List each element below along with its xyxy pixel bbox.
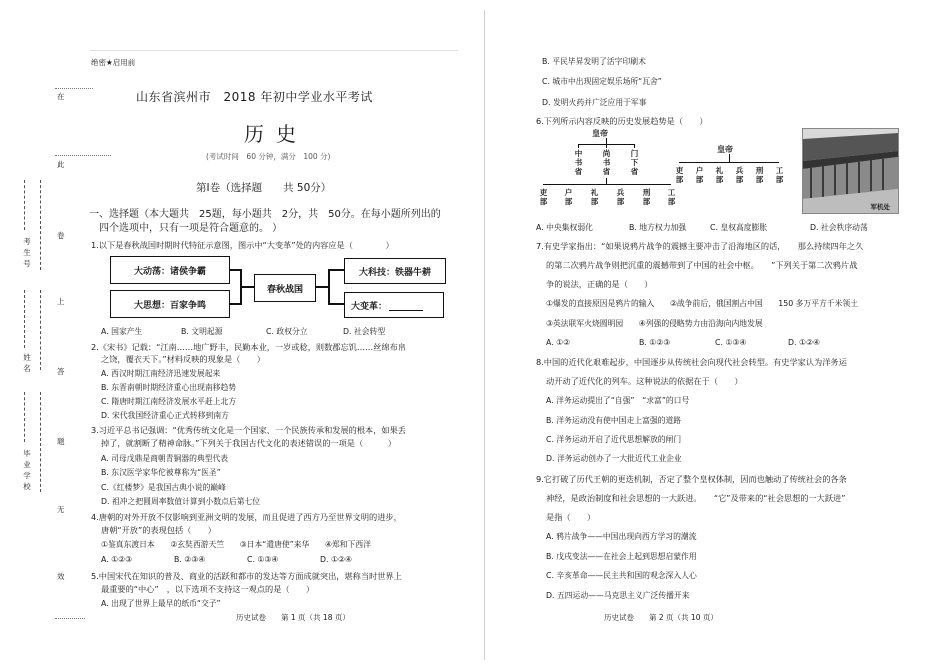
q6-option-d[interactable]: D. 社会秩序动荡 bbox=[810, 223, 868, 232]
margin-word: 无 bbox=[57, 505, 65, 514]
q7-option-d[interactable]: D. ①②④ bbox=[788, 338, 820, 347]
junjichu-photo bbox=[802, 128, 899, 214]
q7-option-b[interactable]: B. ①②③ bbox=[639, 338, 671, 347]
section-instruction: 四个选项中，只有一项是符合题意的。 ） bbox=[99, 223, 283, 234]
q7-option-c[interactable]: C. ①③④ bbox=[715, 338, 747, 347]
q8-option-d[interactable]: D. 洋务运动创办了一大批近代工业企业 bbox=[546, 454, 682, 463]
q5-option-b[interactable]: B. 平民毕昇发明了活字印刷术 bbox=[542, 57, 646, 66]
question-9-stem: 9.它打破了历代王朝的更迭机制，否定了整个皇权体制，因而也触动了传统社会的各条 bbox=[536, 474, 847, 484]
org-ministry: 兵部 bbox=[616, 188, 625, 206]
org-line bbox=[729, 154, 730, 162]
q4-option-c[interactable]: C. ①③④ bbox=[247, 555, 279, 564]
diagram-center-box: 春秋战国 bbox=[254, 274, 316, 302]
org-ministry: 户部 bbox=[564, 188, 573, 206]
margin-word: 效 bbox=[57, 572, 65, 581]
q7-items: ①爆发的直接原因是鸦片的输入 ②战争前后，俄国割占中国 150 多万平方千米领土 bbox=[546, 299, 859, 308]
diagram-connector bbox=[240, 286, 254, 288]
exam-no-line bbox=[24, 180, 26, 230]
question-7-stem: 7.有史学家指出：“如果说鸦片战争的震撼主要冲击了沿海地区的话， 那么持续四年之久 bbox=[536, 241, 864, 251]
org-ministry: 工部 bbox=[667, 188, 676, 206]
question-9-stem: 神经，是政治制度和社会思想的一大跃进。 “它”及带来的“社会思想的一大跃进” bbox=[546, 493, 846, 503]
org-ministry: 兵部 bbox=[735, 166, 744, 184]
school-line bbox=[24, 392, 26, 442]
question-3-stem: 3.习近平总书记强调：“优秀传统文化是一个国家、一个民族传承和发展的根本，如果丢 bbox=[91, 425, 406, 435]
q8-option-b[interactable]: B. 洋务运动没有使中国走上富强的道路 bbox=[546, 416, 682, 425]
question-9-stem: 是指（ ） bbox=[546, 512, 596, 522]
org-ministry: 户部 bbox=[695, 166, 704, 184]
question-7-stem: 争的说法，正确的是（ ） bbox=[546, 279, 653, 289]
org-chart-ming bbox=[675, 144, 787, 204]
q6-option-b[interactable]: B. 地方权力加强 bbox=[629, 223, 687, 232]
diagram-box: 大科技：铁器牛耕 bbox=[344, 258, 446, 284]
question-6-stem: 6.下列所示内容反映的历史发展趋势是（ ） bbox=[536, 116, 708, 126]
org-top: 皇帝 bbox=[592, 129, 608, 138]
q1-option-b[interactable]: B. 文明起源 bbox=[181, 327, 223, 336]
q3-option-d[interactable]: D. 祖冲之把圆周率数值计算到小数点后第七位 bbox=[101, 497, 261, 506]
margin-dash bbox=[55, 88, 93, 89]
school-underline bbox=[40, 392, 42, 492]
subject-title: 历史 bbox=[244, 122, 308, 146]
org-ministry: 刑部 bbox=[755, 166, 764, 184]
org-chart-tang bbox=[540, 128, 688, 210]
q5-option-c[interactable]: C. 城市中出现固定娱乐场所“瓦舍” bbox=[542, 77, 662, 86]
section-title: 第Ⅰ卷（选择题 共 50分） bbox=[196, 182, 332, 194]
org-line bbox=[679, 162, 779, 163]
question-5-stem: 5.中国宋代在知识的普及、商业的活跃和都市的发达等方面成就突出，堪称当时世界上 bbox=[91, 571, 402, 581]
q2-option-d[interactable]: D. 宋代我国经济重心正式转移到南方 bbox=[101, 411, 229, 420]
q4-items: ①鉴真东渡日本 ②玄奘西游天竺 ③日本“遣唐使”来华 ④郑和下西洋 bbox=[101, 540, 371, 549]
org-ministry: 吏部 bbox=[675, 166, 684, 184]
footer-right: 历史试卷 第 2 页（共 10 页） bbox=[604, 613, 718, 622]
question-3-stem: 掉了，就割断了精神命脉。”下列关于我国古代文化的表述错误的一项是（ ） bbox=[101, 438, 396, 448]
q6-option-a[interactable]: A. 中央集权弱化 bbox=[536, 223, 593, 232]
margin-word: 卷 bbox=[57, 231, 65, 240]
org-ministry: 礼部 bbox=[590, 188, 599, 206]
q9-option-d[interactable]: D. 五四运动——马克思主义广泛传播开来 bbox=[546, 591, 690, 600]
q2-option-a[interactable]: A. 西汉时期江南经济迅速发展起来 bbox=[101, 369, 221, 378]
q5-option-a[interactable]: A. 出现了世界上最早的纸币“交子” bbox=[101, 599, 221, 608]
field-name: 姓名 bbox=[23, 353, 31, 373]
org-line bbox=[543, 184, 671, 185]
org-ministry: 工部 bbox=[775, 166, 784, 184]
question-1-stem: 1.以下是春秋战国时期时代特征示意图，图示中“大变革”处的内容应是（ ） bbox=[91, 240, 394, 250]
q9-option-c[interactable]: C. 辛亥革命——民主共和国的观念深入人心 bbox=[546, 571, 697, 580]
question-2-stem: 之饶，覆衣天下。”材料反映的现象是（ ） bbox=[101, 354, 265, 364]
right-page bbox=[480, 0, 950, 671]
org-ministry: 吏部 bbox=[539, 188, 548, 206]
diagram-connector bbox=[328, 269, 330, 305]
q9-option-b[interactable]: B. 戊戌变法——在社会上起到思想启蒙作用 bbox=[546, 552, 697, 561]
q3-option-a[interactable]: A. 司母戊鼎是商朝青铜器的典型代表 bbox=[101, 454, 229, 463]
q7-items: ③英法联军火烧圆明园 ④列强的侵略势力由沿海向内地发展 bbox=[546, 319, 763, 328]
q2-option-b[interactable]: B. 东晋南朝时期经济重心出现南移趋势 bbox=[101, 383, 237, 392]
name-underline bbox=[40, 290, 42, 370]
exam-no-underline bbox=[40, 180, 42, 270]
field-school: 毕业学校 bbox=[23, 449, 31, 491]
margin-word: 答 bbox=[57, 367, 65, 376]
question-4-stem: 唐朝“开放”的表现包括（ ） bbox=[101, 525, 216, 535]
margin-dash bbox=[55, 155, 111, 156]
q9-option-a[interactable]: A. 鸦片战争——中国出现向西方学习的潮流 bbox=[546, 532, 697, 541]
question-2-stem: 2.《宋书》记载：“江南……地广野丰，民勤本业，一岁或稔，则数郡忘饥……丝绵布帛 bbox=[91, 342, 406, 352]
org-top: 皇帝 bbox=[717, 145, 733, 154]
diagram-box-blank: 大变革： bbox=[344, 292, 444, 318]
secret-label: 绝密★启用前 bbox=[91, 58, 136, 67]
org-mid-node: 尚书省 bbox=[602, 149, 611, 176]
org-line bbox=[634, 144, 635, 148]
question-8-stem: 8.中国的近代化艰难起步，中国逐步从传统社会向现代社会转型。有史学家认为洋务运 bbox=[536, 357, 847, 367]
question-8-stem: 动开动了近代化的列车。这种说法的依据在于（ ） bbox=[546, 376, 743, 386]
exam-title: 山东省滨州市 2018 年初中学业水平考试 bbox=[136, 90, 373, 104]
exam-info: (考试时间 60 分钟，满分 100 分) bbox=[206, 152, 331, 161]
q4-option-b[interactable]: B. ②③④ bbox=[174, 555, 206, 564]
q8-option-c[interactable]: C. 洋务运动开启了近代思想解放的闸门 bbox=[546, 435, 682, 444]
photo-caption: 军机处 bbox=[870, 203, 890, 211]
top-frame-line bbox=[90, 50, 458, 51]
q3-option-c[interactable]: C.《红楼梦》是我国古典小说的巅峰 bbox=[101, 483, 226, 492]
org-ministry: 礼部 bbox=[715, 166, 724, 184]
field-exam-no: 考生号 bbox=[23, 237, 31, 268]
q7-option-a[interactable]: A. ①② bbox=[546, 338, 571, 347]
q1-option-d[interactable]: D. 社会转型 bbox=[343, 327, 386, 336]
q1-option-c[interactable]: C. 政权分立 bbox=[266, 327, 308, 336]
q4-option-d[interactable]: D. ①②④ bbox=[320, 555, 352, 564]
q2-option-c[interactable]: C. 隋唐时期江南经济发展水平赶上北方 bbox=[101, 397, 237, 406]
margin-word: 上 bbox=[57, 297, 65, 306]
q1-option-a[interactable]: A. 国家产生 bbox=[101, 327, 143, 336]
org-ministry: 刑部 bbox=[642, 188, 651, 206]
name-line bbox=[24, 290, 26, 348]
margin-dash bbox=[55, 618, 85, 619]
q8-option-a[interactable]: A. 洋务运动提出了“自强” “求富”的口号 bbox=[546, 396, 690, 405]
diagram-connector bbox=[328, 269, 344, 271]
org-mid-node: 门下省 bbox=[630, 149, 639, 176]
footer-left: 历史试卷 第 1 页（共 18 页） bbox=[236, 613, 350, 622]
margin-word: 题 bbox=[57, 437, 65, 446]
margin-word: 此 bbox=[57, 160, 65, 169]
margin-word: 在 bbox=[57, 92, 65, 101]
question-4-stem: 4.唐朝的对外开放不仅影响到亚洲文明的发展，而且促进了西方乃至世界文明的进步， bbox=[91, 512, 402, 522]
question-7-stem: 的第二次鸦片战争则把沉重的震撼带到了中国的社会中枢。 ”下列关于第二次鸦片战 bbox=[546, 260, 858, 270]
section-instruction: 一、选择题（本大题共 25题，每小题共 2分，共 50分。在每小题所列出的 bbox=[89, 209, 441, 220]
q5-option-d[interactable]: D. 发明火药并广泛应用于军事 bbox=[542, 98, 647, 107]
diagram-connector bbox=[328, 303, 344, 305]
diagram-box: 大思想：百家争鸣 bbox=[110, 290, 230, 318]
question-5-stem: 最重要的“中心” ，以下选项不支持这一观点的是（ ） bbox=[101, 584, 315, 594]
org-line bbox=[578, 144, 579, 148]
diagram-box: 大动荡：诸侯争霸 bbox=[110, 256, 230, 284]
q4-option-a[interactable]: A. ①②③ bbox=[101, 555, 133, 564]
building-icon bbox=[803, 129, 898, 213]
q6-option-c[interactable]: C. 皇权高度膨胀 bbox=[710, 223, 768, 232]
org-line bbox=[606, 144, 607, 148]
diagram-connector bbox=[315, 286, 329, 288]
org-mid-node: 中书省 bbox=[574, 149, 583, 176]
q3-option-b[interactable]: B. 东汉医学家华佗被尊称为“医圣” bbox=[101, 468, 221, 477]
